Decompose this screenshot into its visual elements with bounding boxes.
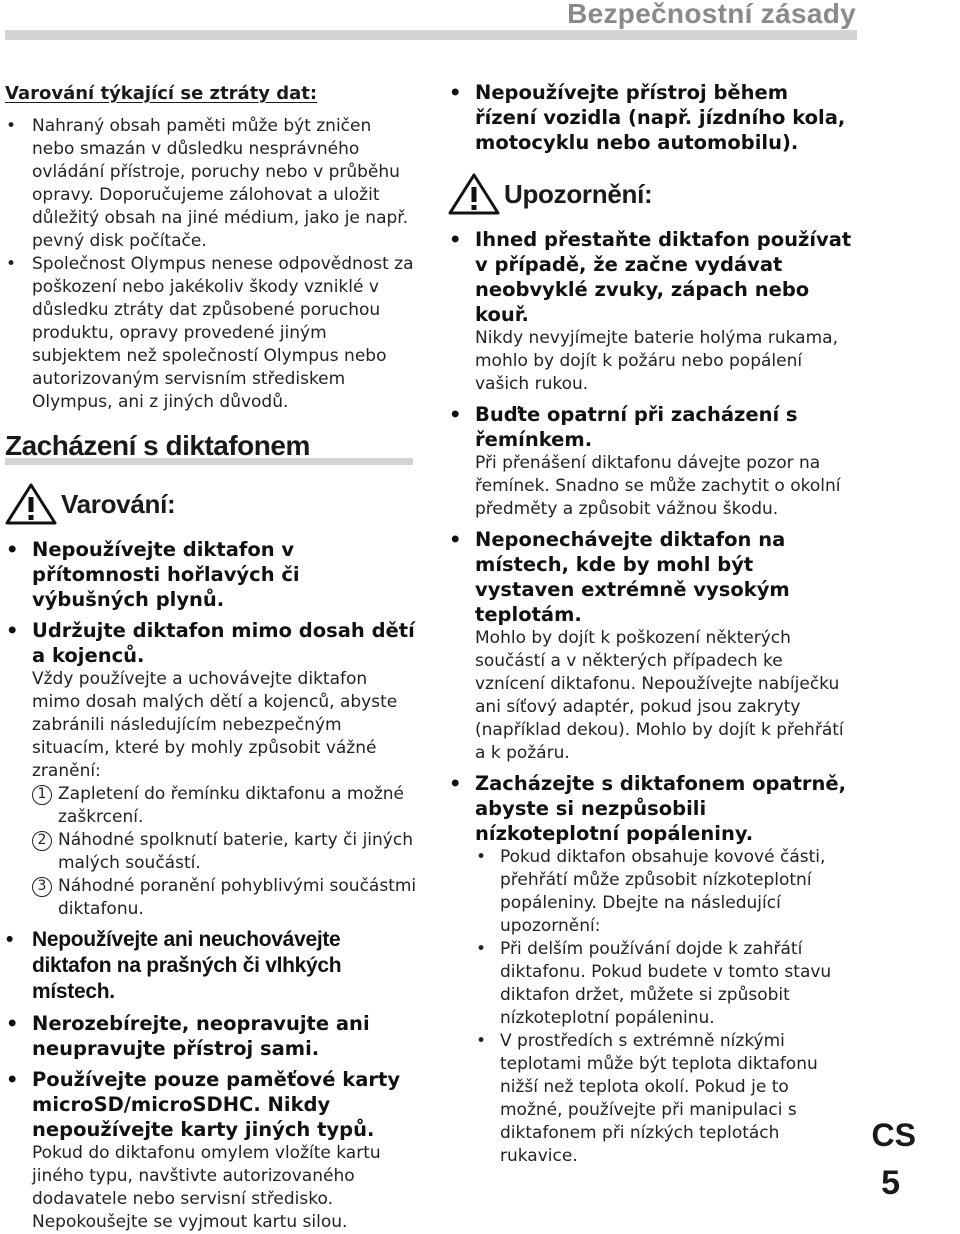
- caution-heading: [448, 173, 856, 215]
- caution-heat-desc: Mohlo by dojít k poškození některých součástí a v některých případech ke vznícení diktafonu. Nepoužívejte nabíječku ani síťový adaptér, pokud jsou zakryty (například dekou). Mohlo by dojít k přehřátí a k požáru.: [475, 628, 844, 763]
- caution-item-smoke: • Ihned přestaňte diktafon používat v případě, že začne vydávat neobvyklé zvuky, zápach nebo kouř.: [448, 227, 856, 327]
- language-label: CS: [871, 1117, 916, 1153]
- number-badge: 1: [32, 785, 52, 805]
- warning-item-gases: • Nepoužívejte diktafon v přítomnosti hořlavých či výbušných plynů.: [5, 537, 417, 612]
- caution-item-burns: • Zacházejte s diktafonem opatrně, abyste si nezpůsobili nízkoteplotní popáleniny.: [448, 771, 856, 846]
- sub-list-item: • Pokud diktafon obsahuje kovové části, přehřátí může způsobit nízkoteplotní popáleniny. Dbejte na následující upozornění:: [475, 846, 856, 938]
- sub-list-item: • V prostředích s extrémně nízkými teplotami může být teplota diktafonu nižší než teplota okolí. Pokud je to možné, používejte při manipulaci s diktafonem při nízkých teplotách rukavice.: [475, 1030, 856, 1168]
- numbered-item-text: Náhodné poranění pohyblivými součástmi diktafonu.: [58, 876, 417, 919]
- caution-burns-sublist: [448, 846, 856, 1168]
- warning-item-disassemble: • Nerozebírejte, neopravujte ani neupravujte přístroj sami.: [5, 1011, 417, 1061]
- numbered-list: [5, 783, 417, 921]
- warning-label: Varování:: [61, 488, 176, 519]
- section-title: Zacházení s diktafonem: [5, 430, 310, 461]
- numbered-item: [32, 875, 417, 921]
- warning-children-desc: Vždy používejte a uchovávejte diktafon mimo dosah malých dětí a kojenců, abyste zabránili následujícím nebezpečným situacím, které by mohly způsobit vážné zranění:: [32, 669, 398, 781]
- warning-item-dust: • Nepoužívejte ani neuchovávejte diktafon na prašných či vlhkých místech.: [5, 927, 417, 1005]
- warning-triangle-icon: [5, 483, 57, 525]
- numbered-item-text: Náhodné spolknutí baterie, karty či jiných malých součástí.: [58, 830, 413, 873]
- number-badge: 2: [32, 831, 52, 851]
- right-column: [448, 80, 856, 1168]
- number-badge: 3: [32, 877, 52, 897]
- caution-triangle-icon: [448, 173, 500, 215]
- caution-item-strap: • Buďte opatrní při zacházení s řemínkem.: [448, 402, 856, 452]
- caution-item-heat: • Neponechávejte diktafon na místech, kde by mohl být vystaven extrémně vysokým teplotám.: [448, 527, 856, 627]
- warning-cards-desc: Pokud do diktafonu omylem vložíte kartu jiného typu, navštivte autorizovaného dodavatele nebo servisní středisko. Nepokoušejte se vyjmout kartu silou.: [32, 1143, 381, 1232]
- data-loss-heading: Varování týkající se ztráty dat:: [5, 83, 318, 104]
- caution-smoke-desc: Nikdy nevyjímejte baterie holýma rukama, mohlo by dojít k požáru nebo popálení vašich rukou.: [475, 328, 838, 394]
- page-number: 5: [881, 1164, 900, 1202]
- sub-list-item: • Při delším používání dojde k zahřátí diktafonu. Pokud budete v tomto stavu diktafon držet, můžete si způsobit nízkoteplotní popáleninu.: [475, 938, 856, 1030]
- caution-label: Upozornění:: [504, 178, 653, 209]
- warning-item-cards: • Používejte pouze paměťové karty microSD/microSDHC. Nikdy nepoužívejte karty jiných typů.: [5, 1067, 417, 1142]
- data-loss-item-1: • Nahraný obsah paměti může být zničen nebo smazán v důsledku nesprávného ovládání přístroje, poruchy nebo v průběhu opravy. Doporučujeme zálohovat a uložit důležitý obsah na jiné médium, jako je např. pevný disk počítače.: [5, 115, 417, 253]
- warning-item-children: • Udržujte diktafon mimo dosah dětí a kojenců.: [5, 618, 417, 668]
- warning-heading: [5, 483, 417, 525]
- left-column: [5, 80, 417, 1234]
- header-bar: [5, 30, 857, 40]
- warning-item-driving: • Nepoužívejte přístroj během řízení vozidla (např. jízdního kola, motocyklu nebo automobilu).: [448, 80, 856, 155]
- page-header-title: Bezpečnostní zásady: [567, 0, 856, 29]
- numbered-item-text: Zapletení do řemínku diktafonu a možné zaškrcení.: [58, 784, 405, 827]
- caution-strap-desc: Při přenášení diktafonu dávejte pozor na řemínek. Snadno se může zachytit o okolní předměty a způsobit vážnou škodu.: [475, 453, 841, 519]
- data-loss-item-2: • Společnost Olympus nenese odpovědnost za poškození nebo jakékoliv škody vzniklé v důsledku ztráty dat způsobené poruchou produktu, opravy provedené jiným subjektem než společností Olympus nebo autorizovaným servisním střediskem Olympus, ani z jiných důvodů.: [5, 253, 417, 414]
- numbered-item: [32, 783, 417, 829]
- numbered-item: [32, 829, 417, 875]
